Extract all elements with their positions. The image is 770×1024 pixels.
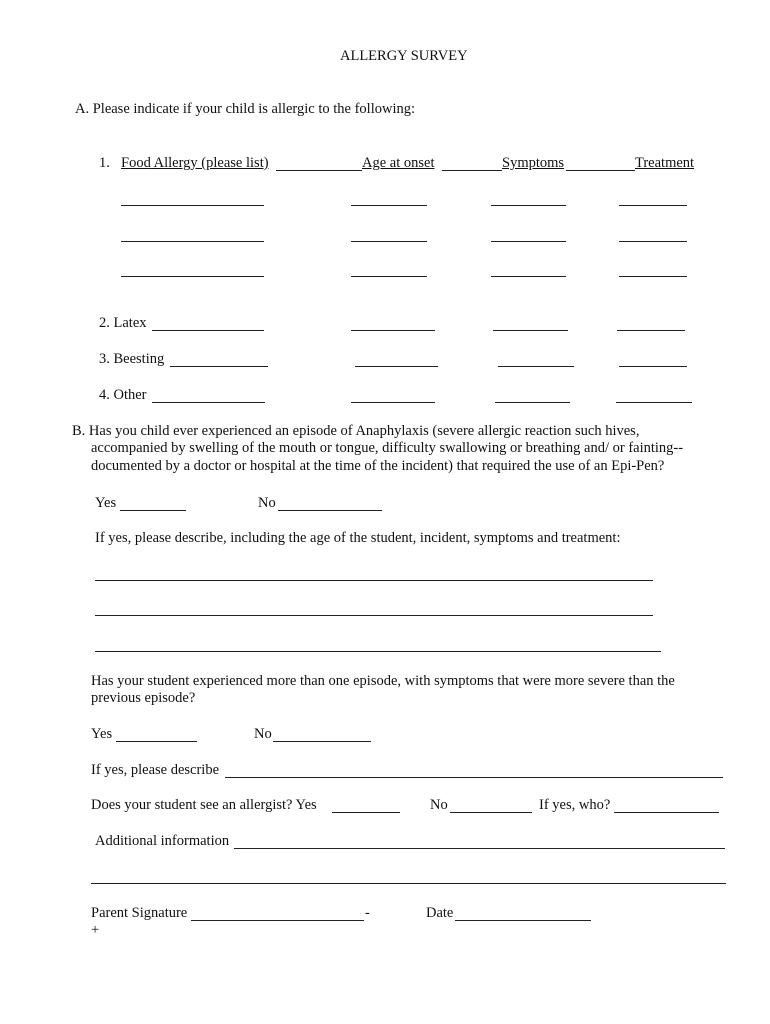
allergist-question: Does your student see an allergist? Yes [91, 797, 317, 813]
age-onset-field[interactable] [351, 276, 427, 277]
header-underline [442, 170, 502, 171]
food-number: 1. [99, 155, 110, 171]
latex-age-field[interactable] [351, 330, 435, 331]
treatment-field[interactable] [619, 276, 687, 277]
other-symptoms-field[interactable] [495, 402, 570, 403]
no2-field[interactable] [273, 741, 371, 742]
beesting-label: 3. Beesting [99, 351, 165, 367]
other-age-field[interactable] [351, 402, 435, 403]
section-a-heading: A. Please indicate if your child is allergic to the following: [75, 101, 415, 117]
additional-info-label: Additional information [95, 833, 230, 849]
yes2-label: Yes [91, 726, 113, 742]
yes-field[interactable] [120, 510, 186, 511]
description-line[interactable] [95, 615, 653, 616]
food-header [121, 155, 269, 172]
signature-dash: - [365, 905, 370, 921]
age-onset-field[interactable] [351, 205, 427, 206]
parent-signature-label: Parent Signature [91, 905, 188, 921]
header-underline [566, 170, 635, 171]
allergist-no-field[interactable] [450, 812, 532, 813]
other-label: 4. Other [99, 387, 147, 403]
header-underline [276, 170, 362, 171]
description-line[interactable] [95, 651, 661, 652]
beesting-field[interactable] [170, 366, 268, 367]
symptoms-field[interactable] [491, 276, 566, 277]
additional-info-field[interactable] [234, 848, 725, 849]
treatment-field[interactable] [619, 241, 687, 242]
beesting-age-field[interactable] [355, 366, 438, 367]
food-allergy-field[interactable] [121, 276, 264, 277]
food-allergy-field[interactable] [121, 205, 264, 206]
yes2-field[interactable] [116, 741, 197, 742]
describe2-label: If yes, please describe [91, 762, 220, 778]
beesting-symptoms-field[interactable] [498, 366, 574, 367]
additional-info-line[interactable] [91, 883, 726, 884]
no-label: No [258, 495, 276, 511]
parent-signature-field[interactable] [191, 920, 364, 921]
food-label: Food [121, 155, 151, 171]
multiple-episodes-question-line2: previous episode? [91, 690, 196, 706]
describe-prompt: If yes, please describe, including the age of the student, incident, symptoms and treatment: [95, 530, 621, 546]
describe2-field[interactable] [225, 777, 723, 778]
no-field[interactable] [278, 510, 382, 511]
page-title: ALLERGY SURVEY [340, 48, 468, 64]
other-treatment-field[interactable] [616, 402, 692, 403]
allergist-who-field[interactable] [614, 812, 719, 813]
allergist-yes-field[interactable] [332, 812, 400, 813]
section-b-question-line1: B. Has you child ever experienced an episode of Anaphylaxis (severe allergic reaction such hives, [72, 423, 640, 439]
section-b-question-line3: documented by a doctor or hospital at the time of the incident) that required the use of an Epi-Pen? [91, 458, 665, 474]
multiple-episodes-question-line1: Has your student experienced more than one episode, with symptoms that were more severe than the [91, 673, 675, 689]
section-b-question-line2: accompanied by swelling of the mouth or tongue, difficulty swallowing or breathing and/ or fainting-- [91, 440, 684, 456]
latex-field[interactable] [152, 330, 264, 331]
date-field[interactable] [455, 920, 591, 921]
other-field[interactable] [152, 402, 265, 403]
symptoms-field[interactable] [491, 205, 566, 206]
plus-mark: + [91, 922, 100, 938]
latex-symptoms-field[interactable] [493, 330, 568, 331]
yes-label: Yes [95, 495, 117, 511]
latex-label: 2. Latex [99, 315, 147, 331]
symptoms-header: Symptoms [502, 155, 565, 171]
allergist-who-label: If yes, who? [539, 797, 611, 813]
food-allergy-label: Allergy (please list) [150, 155, 269, 171]
latex-treatment-field[interactable] [617, 330, 685, 331]
treatment-field[interactable] [619, 205, 687, 206]
no2-label: No [254, 726, 272, 742]
date-label: Date [426, 905, 454, 921]
age-onset-header: Age at onset [362, 155, 435, 171]
symptoms-field[interactable] [491, 241, 566, 242]
description-line[interactable] [95, 580, 653, 581]
food-allergy-field[interactable] [121, 241, 264, 242]
age-onset-field[interactable] [351, 241, 427, 242]
beesting-treatment-field[interactable] [619, 366, 687, 367]
allergist-no-label: No [430, 797, 448, 813]
treatment-header: Treatment [635, 155, 695, 171]
